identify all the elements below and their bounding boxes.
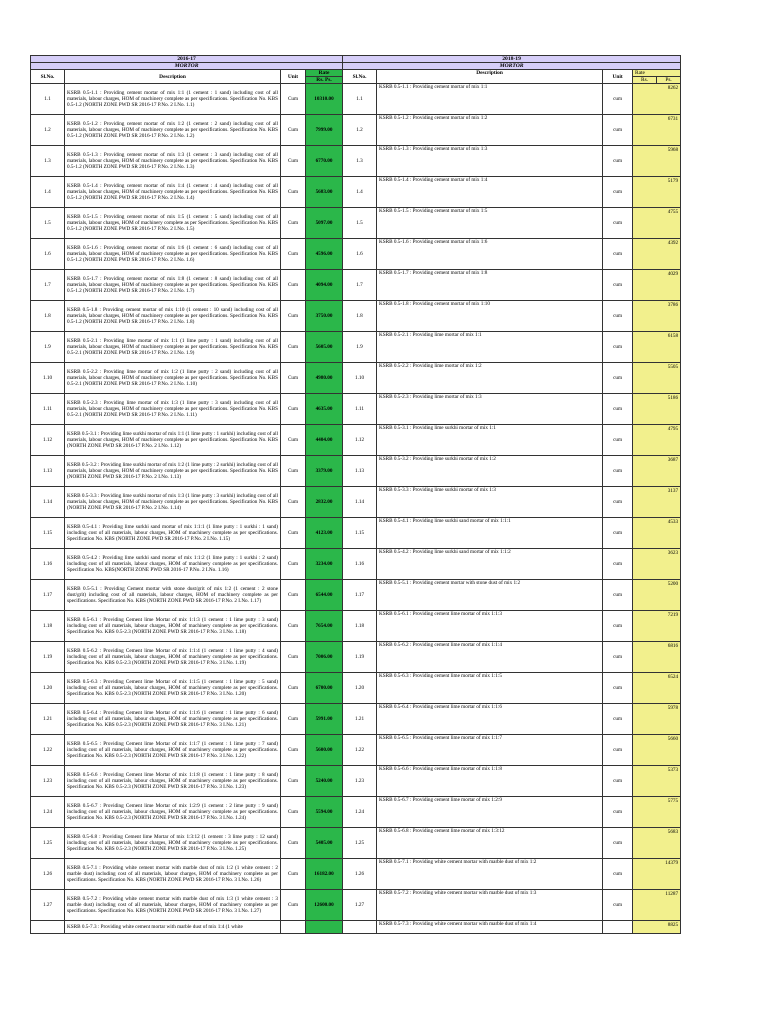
item-unit-right: cum — [603, 487, 633, 518]
item-slno-right: 1.15 — [343, 518, 377, 549]
item-description-right: KSRB 0.5-2.1 : Providing lime mortar of mix 1:1 — [377, 332, 603, 363]
item-description-right: KSRB 0.5-5.1 : Providing cement mortar with stone dust of mix 1:2 — [377, 580, 603, 611]
item-unit-right: cum — [603, 766, 633, 797]
item-rate-left: 12600.00 — [306, 890, 343, 921]
item-description-left: KSRB 0.5-1.6 : Providing cement mortar of mix 1:6 (1 cement : 6 sand) including cost of all materials, labour charges, HOM of machinery complete as per specifications. Specification No. KBS 0.5-1.2 (NORTH ZONE PWD SR 2016-17 P.No. 2 I.No. 1.6) — [65, 239, 281, 270]
item-unit-left: Cum — [281, 735, 306, 766]
item-unit-right: cum — [603, 642, 633, 673]
item-description-left: KSRB 0.5-6.4 : Providing Cement lime Mortar of mix 1:1:6 (1 cement : 1 lime putty : 6 sand) including cost of all materials, labour charges, HOM of machinery complete as per specifications. Specification No. KBS 0.5-2.3 (NORTH ZONE PWD SR 2016-17 P.No. 3 I.No. 1.21) — [65, 704, 281, 735]
item-description-right: KSRB 0.5-4.2 : Providing lime surkhi sand mortar of mix 1:1:2 — [377, 549, 603, 580]
item-rate-left: 2832.00 — [306, 487, 343, 518]
item-description-left: KSRB 0.5-2.1 : Providing lime mortar of mix 1:1 (1 lime putty : 1 sand) including cost of all materials, labour charges, HOM of machinery complete as per specifications. Specification No. KBS 0.5-2.1 (NORTH ZONE PWD SR 2016-17 P.No. 2 I.No. 1.9) — [65, 332, 281, 363]
table-row — [31, 115, 681, 146]
item-description-left: KSRB 0.5-4.2 : Providing lime surkhi sand mortar of mix 1:1:2 (1 lime putty : 1 surkhi : 2 sand) including cost of all materials, labour charges, HOM of machinery complete as per specifications. Specification No. KBS(NORTH ZONE PWD SR 2016-17 P.No. 2 I.No. 1.16) — [65, 549, 281, 580]
item-rate-left: 16182.00 — [306, 859, 343, 890]
col-unit-left: Unit — [281, 70, 306, 84]
item-description-right: KSRB 0.5-6.1 : Providing cement lime mortar of mix 1:1:3 — [377, 611, 603, 642]
col-rate-right: Rate — [633, 70, 681, 77]
item-unit-right: cum — [603, 301, 633, 332]
item-rate-left: 5600.00 — [306, 735, 343, 766]
item-slno-left: 1.18 — [31, 611, 65, 642]
table-row — [31, 642, 681, 673]
category-right: MORTOR — [343, 63, 681, 70]
item-slno-left: 1.21 — [31, 704, 65, 735]
item-slno-right: 1.5 — [343, 208, 377, 239]
item-description-left: KSRB 0.5-6.5 : Providing Cement lime Mortar of mix 1:1:7 (1 cement : 1 lime putty : 7 sand) including cost of all materials, labour charges, HOM of machinery complete as per specifications. Specification No. KBS 0.5-2.3 (NORTH ZONE PWD SR 2016-17 P.No. 3 I.No. 1.22) — [65, 735, 281, 766]
item-slno-right: 1.27 — [343, 890, 377, 921]
item-description-left: KSRB 0.5-3.1 : Providing lime surkhi mortar of mix 1:1 (1 lime putty : 1 surkhi) including cost of all materials, labour charges, HOM of machinery complete as per specifications. Specification No. KBS (NORTH ZONE PWD SR 2016-17 P.No. 2 I.No. 1.12) — [65, 425, 281, 456]
item-slno-left: 1.11 — [31, 394, 65, 425]
item-slno-left: 1.2 — [31, 115, 65, 146]
item-description-left: KSRB 0.5-1.4 : Providing cement mortar of mix 1:4 (1 cement : 4 sand) including cost of all materials, labour charges, HOM of machinery complete as per specifications. Specification No. KBS 0.5-1.2 (NORTH ZONE PWD SR 2016-17 P.No. 2 I.No. 1.4) — [65, 177, 281, 208]
item-unit-left: Cum — [281, 704, 306, 735]
col-rs-ps-left: Rs. Ps. — [306, 77, 343, 84]
item-description-left: KSRB 0.5-7.1 : Providing white cement mortar with marble dust of mix 1:2 (1 white cement : 2 marble dust) including cost of all materials, labour charges, HOM of machinery complete as per specifications. Specification No. KBS (NORTH ZONE PWD SR 2016-17 P.No. 3 I.No. 1.26) — [65, 859, 281, 890]
item-slno-right: 1.9 — [343, 332, 377, 363]
item-slno-right: 1.24 — [343, 797, 377, 828]
table-row — [31, 363, 681, 394]
table-row — [31, 301, 681, 332]
item-rate-right: 7219 — [633, 611, 681, 642]
item-rate-right: 5373 — [633, 766, 681, 797]
item-description-right: KSRB 0.5-1.3 : Providing cement mortar of mix 1:3 — [377, 146, 603, 177]
year-right: 2018-19 — [343, 56, 681, 63]
table-row — [31, 859, 681, 890]
item-rate-left: 5594.00 — [306, 797, 343, 828]
item-unit-left: Cum — [281, 394, 306, 425]
col-slno-left: Sl.No. — [31, 70, 65, 84]
item-rate-right: 8262 — [633, 84, 681, 115]
item-description-right: KSRB 0.5-7.3 : Providing white cement mortar with marble dust of mix 1:4 — [377, 921, 603, 934]
item-description-right: KSRB 0.5-3.3 : Providing lime surkhi mortar of mix 1:3 — [377, 487, 603, 518]
item-unit-right: cum — [603, 797, 633, 828]
item-unit-right: cum — [603, 425, 633, 456]
table-row — [31, 146, 681, 177]
item-unit-left: Cum — [281, 425, 306, 456]
item-description-left: KSRB 0.5-6.7 : Providing Cement lime Mortar of mix 1:2:9 (1 cement : 2 lime putty : 9 sand) including cost of all materials, labour charges, HOM of machinery complete as per specifications. Specification No. KBS 0.5-2.3 (NORTH ZONE PWD SR 2016-17 P.No. 3 I.No. 1.24) — [65, 797, 281, 828]
item-unit-left: Cum — [281, 580, 306, 611]
item-description-right: KSRB 0.5-6.4 : Providing cement lime mortar of mix 1:1:6 — [377, 704, 603, 735]
item-description-left: KSRB 0.5-1.2 : Providing cement mortar of mix 1:2 (1 cement : 2 sand) including cost of all materials, labour charges, HOM of machinery complete as per specifications. Specification No. KBS 0.5-1.2 (NORTH ZONE PWD SR 2016-17 P.No. 2 I.No. 1.2) — [65, 115, 281, 146]
item-description-right: KSRB 0.5-1.5 : Providing cement mortar of mix 1:5 — [377, 208, 603, 239]
item-slno-left: 1.24 — [31, 797, 65, 828]
category-header-row — [31, 63, 681, 70]
item-description-left: KSRB 0.5-6.3 : Providing Cement lime Mortar of mix 1:1:5 (1 cement : 1 lime putty : 5 sand) including cost of all materials, labour charges, HOM of machinery complete as per specifications. Specification No. KBS 0.5-2.3 (NORTH ZONE PWD SR 2016-17 P.No. 3 I.No. 1.20) — [65, 673, 281, 704]
item-unit-right: cum — [603, 456, 633, 487]
item-description-right: KSRB 0.5-6.3 : Providing cement lime mortar of mix 1:1:5 — [377, 673, 603, 704]
item-unit-right: cum — [603, 146, 633, 177]
item-rate-right: 5683 — [633, 828, 681, 859]
item-description-right: KSRB 0.5-1.8 : Providing cement mortar of mix 1:10 — [377, 301, 603, 332]
item-slno-right: 1.2 — [343, 115, 377, 146]
item-slno-left: 1.10 — [31, 363, 65, 394]
item-description-left: KSRB 0.5-6.1 : Providing Cement lime Mortar of mix 1:1:3 (1 cement : 1 lime putty : 3 sand) including cost of all materials, labour charges, HOM of machinery complete as per specifications. Specification No. KBS 0.5-2.3 (NORTH ZONE PWD SR 2016-17 P.No. 3 I.No. 1.18) — [65, 611, 281, 642]
item-slno-left: 1.14 — [31, 487, 65, 518]
item-rate-right: 4533 — [633, 518, 681, 549]
year-left: 2016-17 — [31, 56, 343, 63]
item-rate-right: 5505 — [633, 363, 681, 394]
col-rs-right: Rs. — [633, 77, 657, 84]
item-slno-right: 1.19 — [343, 642, 377, 673]
item-unit-left: Cum — [281, 177, 306, 208]
item-description-left: KSRB 0.5-6.8 : Providing Cement lime Mortar of mix 1:3:12 (1 cement : 3 lime putty : 12 sand) including cost of all materials, labour charges, HOM of machinery complete as per specifications. Specification No. KBS 0.5-2.3 (NORTH ZONE PWD SR 2016-17 P.No. 3 I.No. 1.25) — [65, 828, 281, 859]
item-unit-right: cum — [603, 704, 633, 735]
table-row — [31, 549, 681, 580]
item-unit-left: Cum — [281, 797, 306, 828]
item-rate-left: 7999.00 — [306, 115, 343, 146]
item-slno-left: 1.17 — [31, 580, 65, 611]
item-rate-right: 4755 — [633, 208, 681, 239]
item-rate-right: 3786 — [633, 301, 681, 332]
item-rate-right: 5179 — [633, 177, 681, 208]
item-slno-right: 1.14 — [343, 487, 377, 518]
item-unit-right: cum — [603, 332, 633, 363]
item-description-right: KSRB 0.5-1.7 : Providing cement mortar of mix 1:8 — [377, 270, 603, 301]
table-row — [31, 487, 681, 518]
item-rate-right: 5660 — [633, 735, 681, 766]
col-description-right: Description — [377, 70, 603, 84]
item-unit-right: cum — [603, 363, 633, 394]
table-row — [31, 890, 681, 921]
item-description-right: KSRB 0.5-1.4 : Providing cement mortar of mix 1:4 — [377, 177, 603, 208]
item-rate-right: 3687 — [633, 456, 681, 487]
item-slno-left: 1.19 — [31, 642, 65, 673]
item-rate-left: 4404.00 — [306, 425, 343, 456]
item-unit-left: Cum — [281, 208, 306, 239]
item-unit-left: Cum — [281, 456, 306, 487]
item-rate-left: 5991.00 — [306, 704, 343, 735]
item-slno-right: 1.8 — [343, 301, 377, 332]
item-rate-left: 7006.00 — [306, 642, 343, 673]
item-slno-left: 1.13 — [31, 456, 65, 487]
item-unit-right: cum — [603, 115, 633, 146]
item-unit-right: cum — [603, 890, 633, 921]
item-description-right: KSRB 0.5-1.6 : Providing cement mortar of mix 1:6 — [377, 239, 603, 270]
item-slno-left: 1.25 — [31, 828, 65, 859]
item-rate-left: 5605.00 — [306, 332, 343, 363]
item-description-left: KSRB 0.5-4.1 : Providing lime surkhi sand mortar of mix 1:1:1 (1 lime putty : 1 surkhi : 1 sand) including cost of all materials, labour charges, HOM of machinery complete as per specifications. Specification No. KBS (NORTH ZONE PWD SR 2016-17 P.No. 2 I.No. 1.15) — [65, 518, 281, 549]
item-rate-right: 6731 — [633, 115, 681, 146]
item-unit-left: Cum — [281, 518, 306, 549]
item-slno-right: 1.17 — [343, 580, 377, 611]
item-unit-left: Cum — [281, 239, 306, 270]
table-row — [31, 177, 681, 208]
item-rate-left: 5097.00 — [306, 208, 343, 239]
item-rate-right: 3137 — [633, 487, 681, 518]
item-rate-right: 5186 — [633, 394, 681, 425]
item-slno-left: 1.27 — [31, 890, 65, 921]
table-row — [31, 270, 681, 301]
item-rate-left: 5405.00 — [306, 828, 343, 859]
col-description-left: Description — [65, 70, 281, 84]
item-description-right: KSRB 0.5-2.3 : Providing lime mortar of mix 1:3 — [377, 394, 603, 425]
item-description-right: KSRB 0.5-6.5 : Providing cement lime mortar of mix 1:1:7 — [377, 735, 603, 766]
item-rate-left: 10310.00 — [306, 84, 343, 115]
item-slno-left: 1.20 — [31, 673, 65, 704]
item-slno-left: 1.23 — [31, 766, 65, 797]
table-row — [31, 766, 681, 797]
item-unit-left: Cum — [281, 332, 306, 363]
item-unit-right: cum — [603, 735, 633, 766]
item-unit-right: cum — [603, 208, 633, 239]
item-unit-left: Cum — [281, 84, 306, 115]
item-rate-right: 4795 — [633, 425, 681, 456]
item-rate-left: 4980.00 — [306, 363, 343, 394]
item-description-right: KSRB 0.5-6.6 : Providing cement lime mortar of mix 1:1:8 — [377, 766, 603, 797]
item-slno-right: 1.7 — [343, 270, 377, 301]
item-unit-left: Cum — [281, 115, 306, 146]
item-slno-left: 1.5 — [31, 208, 65, 239]
item-rate-left: 7654.00 — [306, 611, 343, 642]
item-unit-left: Cum — [281, 363, 306, 394]
year-header-row — [31, 56, 681, 63]
col-rate-left: Rate — [306, 70, 343, 77]
item-slno-right: 1.25 — [343, 828, 377, 859]
item-description-left: KSRB 0.5-6.6 : Providing Cement lime Mortar of mix 1:1:8 (1 cement : 1 lime putty : 8 sand) including cost of all materials, labour charges, HOM of machinery complete as per specifications. Specification No. KBS 0.5-2.3 (NORTH ZONE PWD SR 2016-17 P.No. 3 I.No. 1.23) — [65, 766, 281, 797]
item-description-left: KSRB 0.5-1.8 : Providing cement mortar of mix 1:10 (1 cement : 10 sand) including cost of all materials, labour charges, HOM of machinery complete as per specifications. Specification No. KBS 0.5-1.2 (NORTH ZONE PWD SR 2016-17 P.No. 2 I.No. 1.8) — [65, 301, 281, 332]
item-unit-right — [603, 921, 633, 934]
item-rate-right: 6524 — [633, 673, 681, 704]
item-unit-right: cum — [603, 580, 633, 611]
item-unit-left: Cum — [281, 828, 306, 859]
item-slno-left: 1.9 — [31, 332, 65, 363]
item-slno-right: 1.13 — [343, 456, 377, 487]
item-unit-right: cum — [603, 549, 633, 580]
col-unit-right: Unit — [603, 70, 633, 84]
table-row — [31, 580, 681, 611]
item-rate-right: 4029 — [633, 270, 681, 301]
item-rate-left: 6700.00 — [306, 673, 343, 704]
item-rate-left: 3379.00 — [306, 456, 343, 487]
item-rate-right: 6816 — [633, 642, 681, 673]
item-rate-left: 3234.00 — [306, 549, 343, 580]
item-rate-right: 5775 — [633, 797, 681, 828]
item-slno-right: 1.11 — [343, 394, 377, 425]
table-row — [31, 239, 681, 270]
item-unit-right: cum — [603, 394, 633, 425]
item-description-left: KSRB 0.5-7.2 : Providing white cement mortar with marble dust of mix 1:3 (1 white cement : 3 marble dust) including cost of all materials, labour charges, HOM of machinery complete as per specifications. Specification No. KBS (NORTH ZONE PWD SR 2016-17 P.No. 3 I.No. 1.27) — [65, 890, 281, 921]
item-slno-left: 1.16 — [31, 549, 65, 580]
item-description-right: KSRB 0.5-3.2 : Providing lime surkhi mortar of mix 1:2 — [377, 456, 603, 487]
item-description-right: KSRB 0.5-7.1 : Providing white cement mortar with marble dust of mix 1:2 — [377, 859, 603, 890]
item-slno-right: 1.20 — [343, 673, 377, 704]
item-slno-left: 1.26 — [31, 859, 65, 890]
item-rate-left: 4094.00 — [306, 270, 343, 301]
item-unit-right: cum — [603, 177, 633, 208]
item-slno-right: 1.23 — [343, 766, 377, 797]
item-description-left: KSRB 0.5-3.3 : Providing lime surkhi mortar of mix 1:3 (1 lime putty : 3 surkhi) including cost of all materials, labour charges, HOM of machinery complete as per specifications. Specification No. KBS (NORTH ZONE PWD SR 2016-17 P.No. 2 I.No. 1.14) — [65, 487, 281, 518]
item-rate-left: 5240.00 — [306, 766, 343, 797]
item-unit-left: Cum — [281, 549, 306, 580]
item-slno-right: 1.22 — [343, 735, 377, 766]
item-slno-left: 1.22 — [31, 735, 65, 766]
item-unit-right: cum — [603, 859, 633, 890]
item-description-right: KSRB 0.5-6.8 : Providing cement lime mortar of mix 1:3:12 — [377, 828, 603, 859]
item-slno-left: 1.1 — [31, 84, 65, 115]
item-description-left: KSRB 0.5-1.3 : Providing cement mortar of mix 1:3 (1 cement : 3 sand) including cost of all materials, labour charges, HOM of machinery complete as per specifications. Specification No. KBS 0.5-1.2 (NORTH ZONE PWD SR 2016-17 P.No. 2 I.No. 1.3) — [65, 146, 281, 177]
item-rate-right: 5200 — [633, 580, 681, 611]
item-description-right: KSRB 0.5-6.2 : Providing cement lime mortar of mix 1:1:4 — [377, 642, 603, 673]
item-unit-right: cum — [603, 611, 633, 642]
item-slno-right: 1.3 — [343, 146, 377, 177]
item-slno-left — [31, 921, 65, 934]
column-header-row — [31, 70, 681, 77]
item-description-left: KSRB 0.5-5.1 : Providing Cement mortar with stone dust/grit of mix 1:2 (1 cement : 2 stone dust/grit) including cost of all materials, labour charges, HOM of machinery complete as per specifications. Specification No. KBS (NORTH ZONE PWD SR 2016-17 P.No. 2 I.No. 1.17) — [65, 580, 281, 611]
item-slno-right: 1.10 — [343, 363, 377, 394]
item-unit-left: Cum — [281, 270, 306, 301]
col-slno-right: Sl.No. — [343, 70, 377, 84]
item-description-right: KSRB 0.5-4.1 : Providing lime surkhi sand mortar of mix 1:1:1 — [377, 518, 603, 549]
item-rate-left: 3750.00 — [306, 301, 343, 332]
item-rate-left: 5683.00 — [306, 177, 343, 208]
item-slno-right: 1.12 — [343, 425, 377, 456]
table-row — [31, 673, 681, 704]
table-row — [31, 425, 681, 456]
table-row — [31, 208, 681, 239]
item-rate-right: 5968 — [633, 146, 681, 177]
item-slno-left: 1.12 — [31, 425, 65, 456]
table-row — [31, 332, 681, 363]
item-unit-right: cum — [603, 518, 633, 549]
table-row — [31, 518, 681, 549]
item-slno-right: 1.6 — [343, 239, 377, 270]
item-unit-left: Cum — [281, 301, 306, 332]
item-slno-left: 1.6 — [31, 239, 65, 270]
item-description-right: KSRB 0.5-2.2 : Providing lime mortar of mix 1:2 — [377, 363, 603, 394]
item-unit-right: cum — [603, 239, 633, 270]
item-rate-right: 4392 — [633, 239, 681, 270]
item-unit-left: Cum — [281, 146, 306, 177]
item-unit-left: Cum — [281, 673, 306, 704]
item-slno-right: 1.1 — [343, 84, 377, 115]
item-unit-right: cum — [603, 270, 633, 301]
item-unit-left: Cum — [281, 766, 306, 797]
item-description-right: KSRB 0.5-1.2 : Providing cement mortar of mix 1:2 — [377, 115, 603, 146]
table-row — [31, 797, 681, 828]
item-description-left: KSRB 0.5-3.2 : Providing lime surkhi mortar of mix 1:2 (1 lime putty : 2 surkhi) including cost of all materials, labour charges, HOM of machinery complete as per specifications. Specification No. KBS (NORTH ZONE PWD SR 2016-17 P.No. 2 I.No. 1.13) — [65, 456, 281, 487]
table-row — [31, 456, 681, 487]
item-description-right: KSRB 0.5-7.2 : Providing white cement mortar with marble dust of mix 1:3 — [377, 890, 603, 921]
item-slno-right: 1.26 — [343, 859, 377, 890]
item-rate-right: 14379 — [633, 859, 681, 890]
table-row — [31, 704, 681, 735]
item-slno-left: 1.8 — [31, 301, 65, 332]
item-unit-right: cum — [603, 84, 633, 115]
item-slno-left: 1.7 — [31, 270, 65, 301]
item-unit-right: cum — [603, 828, 633, 859]
item-description-right: KSRB 0.5-3.1 : Providing lime surkhi mortar of mix 1:1 — [377, 425, 603, 456]
col-ps-right: Ps. — [657, 77, 681, 84]
item-description-left: KSRB 0.5-1.1 : Providing cement mortar of mix 1:1 (1 cement : 1 sand) including cost of all materials, labour charges, HOM of machinery complete as per specifications. Specification No. KBS 0.5-1.2 (NORTH ZONE PWD SR 2016-17 P.No. 2 I.No. 1.1) — [65, 84, 281, 115]
table-row — [31, 828, 681, 859]
item-description-left: KSRB 0.5-1.7 : Providing cement mortar of mix 1:8 (1 cement : 8 sand) including cost of all materials, labour charges, HOM of machinery complete as per specifications. Specification No. KBS 0.5-1.2 (NORTH ZONE PWD SR 2016-17 P.No. 2 I.No. 1.7) — [65, 270, 281, 301]
item-slno-left: 1.15 — [31, 518, 65, 549]
item-rate-left: 4123.00 — [306, 518, 343, 549]
item-rate-left — [306, 921, 343, 934]
category-left: MORTOR — [31, 63, 343, 70]
item-rate-left: 4596.00 — [306, 239, 343, 270]
item-rate-left: 4635.00 — [306, 394, 343, 425]
item-rate-right: 8825 — [633, 921, 681, 934]
item-unit-left: Cum — [281, 487, 306, 518]
table-row — [31, 84, 681, 115]
item-description-left: KSRB 0.5-6.2 : Providing Cement lime Mortar of mix 1:1:4 (1 cement : 1 lime putty : 4 sand) including cost of all materials, labour charges, HOM of machinery complete as per specifications. Specification No. KBS 0.5-2.3 (NORTH ZONE PWD SR 2016-17 P.No. 3 I.No. 1.19) — [65, 642, 281, 673]
item-unit-left — [281, 921, 306, 934]
item-rate-right: 6158 — [633, 332, 681, 363]
table-row — [31, 921, 681, 934]
item-description-left: KSRB 0.5-1.5 : Providing cement mortar of mix 1:5 (1 cement : 5 sand) including cost of all materials, labour charges, HOM of machinery complete as per Specifications. Specification No. KBS 0.5-1.2 (NORTH ZONE PWD SR 2016-17 P.No. 2 I.No. 1.5) — [65, 208, 281, 239]
item-description-left: KSRB 0.5-7.3 : Providing white cement mortar with marble dust of mix 1:4 (1 white — [65, 921, 281, 934]
item-rate-right: 5978 — [633, 704, 681, 735]
mortar-rate-table — [30, 55, 681, 934]
item-description-right: KSRB 0.5-6.7 : Providing cement lime mortar of mix 1:2:9 — [377, 797, 603, 828]
item-slno-right: 1.21 — [343, 704, 377, 735]
item-slno-left: 1.3 — [31, 146, 65, 177]
item-slno-right — [343, 921, 377, 934]
item-rate-left: 6770.00 — [306, 146, 343, 177]
item-rate-right: 3623 — [633, 549, 681, 580]
item-slno-left: 1.4 — [31, 177, 65, 208]
table-row — [31, 611, 681, 642]
item-slno-right: 1.4 — [343, 177, 377, 208]
item-rate-right: 11287 — [633, 890, 681, 921]
item-unit-right: cum — [603, 673, 633, 704]
item-description-right: KSRB 0.5-1.1 : Providing cement mortar of mix 1:1 — [377, 84, 603, 115]
table-row — [31, 735, 681, 766]
table-row — [31, 394, 681, 425]
item-unit-left: Cum — [281, 890, 306, 921]
item-slno-right: 1.18 — [343, 611, 377, 642]
item-slno-right: 1.16 — [343, 549, 377, 580]
rate-comparison-sheet — [30, 55, 680, 934]
item-unit-left: Cum — [281, 859, 306, 890]
item-unit-left: Cum — [281, 611, 306, 642]
item-rate-left: 6544.00 — [306, 580, 343, 611]
item-unit-left: Cum — [281, 642, 306, 673]
item-description-left: KSRB 0.5-2.3 : Providing lime mortar of mix 1:3 (1 lime putty : 3 sand) including cost of all materials, labour charges, HOM of machinery complete as per specifications. Specification No. KBS 0.5-2.1 (NORTH ZONE PWD SR 2016-17 P.No. 2 I.No. 1.11) — [65, 394, 281, 425]
item-description-left: KSRB 0.5-2.2 : Providing lime mortar of mix 1:2 (1 lime putty : 2 sand) including cost of all materials, labour charges, HOM of machinery complete as per specifications. Specification No. KBS 0.5-2.1 (NORTH ZONE PWD SR 2016-17 P.No. 2 I.No. 1.10) — [65, 363, 281, 394]
